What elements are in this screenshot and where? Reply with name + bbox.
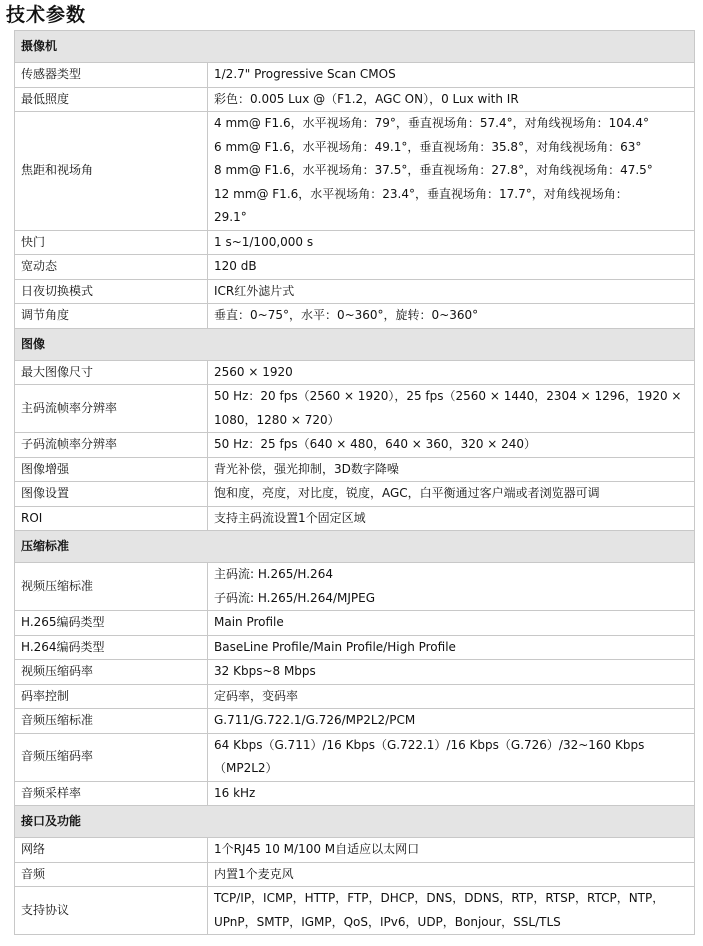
spec-row bbox=[15, 457, 695, 482]
spec-label: H.264编码类型 bbox=[15, 635, 208, 660]
spec-row bbox=[15, 230, 695, 255]
spec-value bbox=[208, 611, 695, 636]
spec-value-line: 64 Kbps（G.711）/16 Kbps（G.722.1）/16 Kbps（G.726）/32~160 Kbps bbox=[214, 737, 645, 752]
spec-label: 图像设置 bbox=[15, 482, 208, 507]
spec-label: 焦距和视场角 bbox=[15, 112, 208, 231]
spec-value bbox=[208, 887, 695, 935]
spec-value-line: 120 dB bbox=[214, 259, 257, 273]
spec-label: 图像增强 bbox=[15, 457, 208, 482]
spec-value-line: 1080，1280 × 720） bbox=[214, 412, 340, 427]
spec-row bbox=[15, 781, 695, 806]
spec-value-line: 彩色：0.005 Lux @（F1.2，AGC ON），0 Lux with IR bbox=[214, 91, 519, 106]
spec-value-line: 12 mm@ F1.6，水平视场角：23.4°，垂直视场角：17.7°，对角线视场角： bbox=[214, 186, 628, 201]
spec-value-line: 饱和度，亮度，对比度，锐度，AGC，白平衡通过客户端或者浏览器可调 bbox=[214, 486, 600, 500]
spec-value-line: 29.1° bbox=[214, 210, 247, 224]
spec-value-line: 内置1个麦克风 bbox=[214, 866, 294, 881]
spec-row bbox=[15, 862, 695, 887]
spec-label: 音频压缩码率 bbox=[15, 733, 208, 781]
spec-value bbox=[208, 506, 695, 531]
section-header-row bbox=[15, 328, 695, 360]
spec-row bbox=[15, 635, 695, 660]
spec-value-line: G.711/G.722.1/G.726/MP2L2/PCM bbox=[214, 713, 416, 727]
spec-label: 码率控制 bbox=[15, 684, 208, 709]
spec-value-line: 主码流: H.265/H.264 bbox=[214, 567, 333, 581]
spec-row bbox=[15, 279, 695, 304]
section-title: 压缩标准 bbox=[15, 531, 695, 563]
spec-label: 支持协议 bbox=[15, 887, 208, 935]
spec-value bbox=[208, 255, 695, 280]
spec-label: 宽动态 bbox=[15, 255, 208, 280]
spec-value-line: 1个RJ45 10 M/100 M自适应以太网口 bbox=[214, 842, 420, 856]
spec-value bbox=[208, 684, 695, 709]
spec-value-line: 背光补偿，强光抑制，3D数字降噪 bbox=[214, 461, 399, 476]
spec-value bbox=[208, 230, 695, 255]
section-header-row bbox=[15, 531, 695, 563]
spec-label: 音频 bbox=[15, 862, 208, 887]
spec-row bbox=[15, 87, 695, 112]
spec-value bbox=[208, 433, 695, 458]
spec-label: 日夜切换模式 bbox=[15, 279, 208, 304]
spec-value-line: 6 mm@ F1.6，水平视场角：49.1°，垂直视场角：35.8°，对角线视场角：63° bbox=[214, 139, 642, 154]
spec-value bbox=[208, 457, 695, 482]
spec-row bbox=[15, 838, 695, 863]
spec-value-line: ICR红外滤片式 bbox=[214, 283, 295, 298]
spec-value bbox=[208, 112, 695, 231]
spec-value bbox=[208, 862, 695, 887]
spec-label: 音频采样率 bbox=[15, 781, 208, 806]
section-title: 摄像机 bbox=[15, 31, 695, 63]
spec-label: 最低照度 bbox=[15, 87, 208, 112]
section-header-row bbox=[15, 31, 695, 63]
spec-value-line: 1 s~1/100,000 s bbox=[214, 234, 314, 249]
spec-value bbox=[208, 660, 695, 685]
spec-label: 视频压缩码率 bbox=[15, 660, 208, 685]
spec-row bbox=[15, 385, 695, 433]
spec-label: 主码流帧率分辨率 bbox=[15, 385, 208, 433]
spec-row bbox=[15, 433, 695, 458]
spec-value-line: UPnP，SMTP，IGMP，QoS，IPv6，UDP，Bonjour，SSL/TLS bbox=[214, 914, 561, 929]
spec-value-line: 16 kHz bbox=[214, 785, 256, 800]
spec-label: 调节角度 bbox=[15, 304, 208, 329]
spec-label: 音频压缩标准 bbox=[15, 709, 208, 734]
spec-value-line: 8 mm@ F1.6，水平视场角：37.5°，垂直视场角：27.8°，对角线视场角：47.5° bbox=[214, 163, 653, 177]
spec-value bbox=[208, 733, 695, 781]
spec-value bbox=[208, 304, 695, 329]
spec-label: 传感器类型 bbox=[15, 63, 208, 88]
spec-label: 快门 bbox=[15, 230, 208, 255]
spec-value-line: 支持主码流设置1个固定区域 bbox=[214, 510, 366, 525]
spec-value bbox=[208, 360, 695, 385]
spec-row bbox=[15, 887, 695, 935]
spec-row bbox=[15, 733, 695, 781]
spec-row bbox=[15, 63, 695, 88]
spec-value-line: 垂直：0~75°，水平：0~360°，旋转：0~360° bbox=[214, 308, 479, 322]
spec-label: ROI bbox=[15, 506, 208, 531]
spec-value bbox=[208, 563, 695, 611]
spec-value-line: BaseLine Profile/Main Profile/High Profile bbox=[214, 639, 456, 654]
spec-value bbox=[208, 385, 695, 433]
spec-label: 视频压缩标准 bbox=[15, 563, 208, 611]
spec-row bbox=[15, 709, 695, 734]
spec-value bbox=[208, 482, 695, 507]
spec-value-line: 定码率，变码率 bbox=[214, 688, 299, 703]
spec-value-line: 32 Kbps~8 Mbps bbox=[214, 664, 316, 678]
spec-value-line: 子码流: H.265/H.264/MJPEG bbox=[214, 590, 376, 605]
spec-value-line: 1/2.7" Progressive Scan CMOS bbox=[214, 67, 396, 81]
spec-row bbox=[15, 506, 695, 531]
section-header-row bbox=[15, 806, 695, 838]
spec-row bbox=[15, 611, 695, 636]
spec-row bbox=[15, 360, 695, 385]
spec-row bbox=[15, 112, 695, 231]
spec-value bbox=[208, 87, 695, 112]
spec-label: 子码流帧率分辨率 bbox=[15, 433, 208, 458]
spec-row bbox=[15, 482, 695, 507]
spec-row bbox=[15, 660, 695, 685]
spec-value bbox=[208, 279, 695, 304]
spec-value-line: 4 mm@ F1.6，水平视场角：79°，垂直视场角：57.4°，对角线视场角：104.4° bbox=[214, 116, 649, 130]
spec-row bbox=[15, 563, 695, 611]
spec-value bbox=[208, 781, 695, 806]
spec-label: 网络 bbox=[15, 838, 208, 863]
spec-value bbox=[208, 838, 695, 863]
section-title: 图像 bbox=[15, 328, 695, 360]
spec-table bbox=[14, 30, 695, 935]
spec-value-line: 50 Hz：20 fps（2560 × 1920），25 fps（2560 × 1440，2304 × 1296，1920 × bbox=[214, 389, 682, 403]
page-title: 技术参数 bbox=[6, 4, 87, 26]
spec-row bbox=[15, 304, 695, 329]
section-title: 接口及功能 bbox=[15, 806, 695, 838]
spec-value bbox=[208, 635, 695, 660]
spec-table-body bbox=[15, 31, 695, 935]
spec-row bbox=[15, 255, 695, 280]
spec-row bbox=[15, 684, 695, 709]
spec-value-line: （MP2L2） bbox=[214, 761, 278, 775]
spec-value-line: Main Profile bbox=[214, 615, 284, 629]
spec-value-line: 50 Hz：25 fps（640 × 480，640 × 360，320 × 240） bbox=[214, 437, 537, 451]
spec-label: 最大图像尺寸 bbox=[15, 360, 208, 385]
spec-value bbox=[208, 709, 695, 734]
spec-value bbox=[208, 63, 695, 88]
spec-value-line: TCP/IP，ICMP，HTTP，FTP，DHCP，DNS，DDNS，RTP，RTSP，RTCP，NTP， bbox=[214, 891, 665, 905]
spec-value-line: 2560 × 1920 bbox=[214, 364, 293, 379]
spec-label: H.265编码类型 bbox=[15, 611, 208, 636]
